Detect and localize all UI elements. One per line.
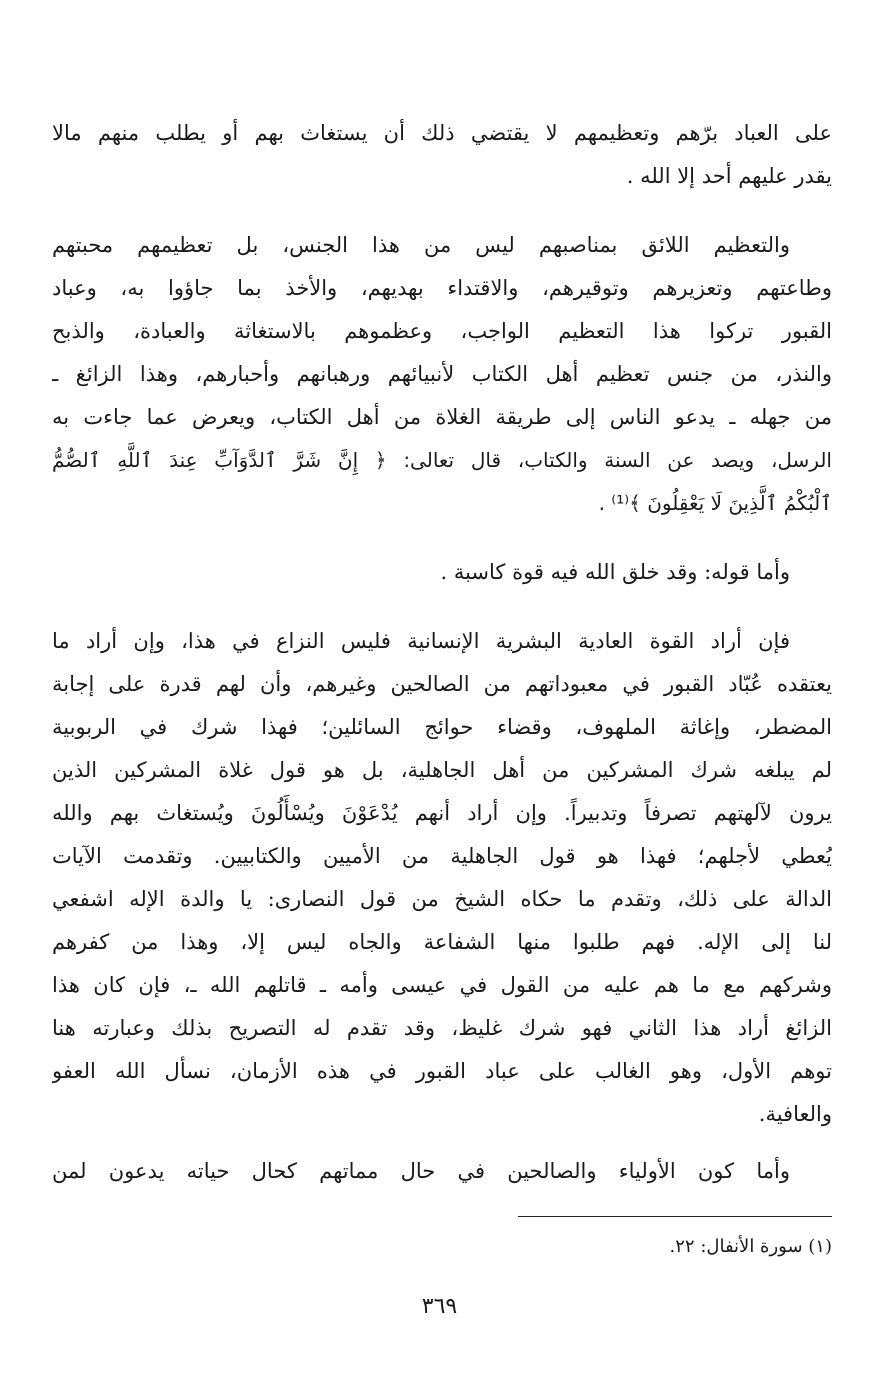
- paragraph-4: [52, 620, 832, 1136]
- text-line: الدالة على ذلك، وتقدم ما حكاه الشيخ من قول النصارى: يا والدة الإله اشفعي: [52, 887, 832, 911]
- footnote-separator: [518, 1216, 832, 1217]
- text-line: وأما كون الأولياء والصالحين في حال مماتهم كحال حياته يدعون لمن: [52, 1159, 790, 1183]
- paragraph-1: [52, 112, 832, 198]
- text-line: والنذر، من جنس تعظيم أهل الكتاب لأنبيائهم ورهبانهم وأحبارهم، وهذا الزائغ ـ: [52, 362, 832, 386]
- page-body: [52, 112, 832, 1193]
- text-line: يعتقده عُبّاد القبور في معبوداتهم من الصالحين وغيرهم، وأن لهم قدرة على إجابة: [52, 672, 832, 696]
- paragraph-gap: [52, 525, 832, 551]
- text-line: وشركهم مع ما هم عليه من القول في عيسى وأمه ـ قاتلهم الله ـ، فإن كان هذا: [52, 973, 832, 997]
- text-line: والعافية.: [758, 1102, 832, 1126]
- paragraph-gap: [52, 594, 832, 620]
- text-line: الزائغ أراد هذا الثاني فهو شرك غليظ، وقد تقدم له التصريح بذلك وعبارته هنا: [52, 1016, 832, 1040]
- paragraph-gap: [52, 198, 832, 224]
- text-line: لم يبلغه شرك المشركين من أهل الجاهلية، بل هو قول غلاة المشركين الذين: [52, 758, 832, 782]
- text-line: المضطر، وإغاثة الملهوف، وقضاء حوائج السائلين؛ فهذا شرك في الربوبية: [52, 715, 832, 739]
- text-line: على العباد برّهم وتعظيمهم لا يقتضي ذلك أن يستغاث بهم أو يطلب منهم مالا: [52, 121, 832, 145]
- quran-verse-line: ٱلْبُكْمُ ٱلَّذِينَ لَا يَعْقِلُونَ ﴾⁽¹⁾ .: [598, 491, 832, 515]
- text-line: وطاعتهم وتعزيرهم وتوقيرهم، والاقتداء بهديهم، والأخذ بما جاؤوا به، وعباد: [52, 276, 832, 300]
- paragraph-5: [52, 1150, 832, 1193]
- text-line: والتعظيم اللائق بمناصبهم ليس من هذا الجنس، بل تعظيمهم محبتهم: [52, 233, 790, 257]
- text-line: من جهله ـ يدعو الناس إلى طريقة الغلاة من أهل الكتاب، ويعرض عما جاءت به: [52, 405, 832, 429]
- page-number: ٣٦٩: [421, 1294, 458, 1319]
- quran-verse-line: الرسل، ويصد عن السنة والكتاب، قال تعالى: ﴿ إِنَّ شَرَّ ٱلدَّوَآبِّ عِندَ ٱللَّهِ ٱلصُّمُّ: [52, 448, 832, 472]
- text-line: فإن أراد القوة العادية البشرية الإنسانية فليس النزاع في هذا، وإن أراد ما: [52, 629, 790, 653]
- paragraph-3: [52, 551, 832, 594]
- text-line: توهم الأول، وهو الغالب على عباد القبور في هذه الأزمان، نسأل الله العفو: [52, 1059, 832, 1083]
- footnote: (١) سورة الأنفال: ٢٢.: [669, 1236, 832, 1257]
- text-line: لنا إلى الإله. فهم طلبوا منها الشفاعة والجاه ليس إلا، وهذا من كفرهم: [52, 930, 832, 954]
- text-line: يقدر عليهم أحد إلا الله .: [626, 164, 832, 188]
- text-line: يرون لآلهتهم تصرفاً وتدبيراً. وإن أراد أنهم يُدْعَوْنَ ويُسْأَلُونَ ويُستغاث بهم والله: [52, 801, 832, 825]
- text-line: يُعطي لأجلهم؛ فهذا هو قول الجاهلية من الأميين والكتابيين. وتقدمت الآيات: [52, 844, 832, 868]
- text-line: القبور تركوا هذا التعظيم الواجب، وعظموهم بالاستغاثة والعبادة، والذبح: [52, 319, 832, 343]
- text-line: وأما قوله: وقد خلق الله فيه قوة كاسبة .: [440, 560, 790, 584]
- paragraph-gap: [52, 1136, 832, 1150]
- paragraph-2: [52, 224, 832, 525]
